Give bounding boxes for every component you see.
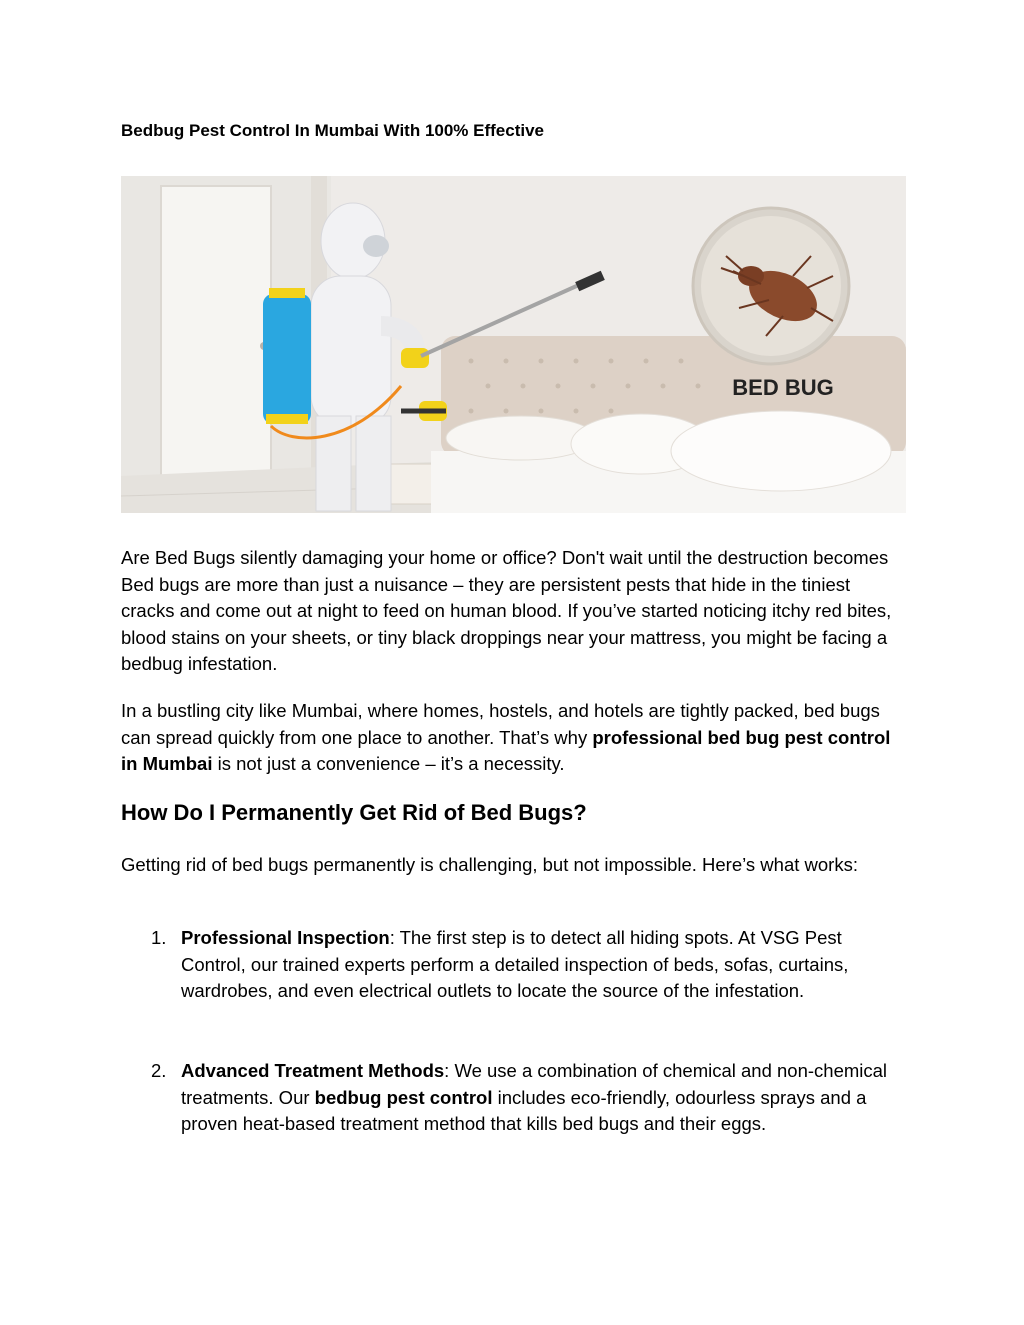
list-item-bold: Professional Inspection — [181, 927, 390, 948]
hero-image — [121, 176, 906, 513]
section-heading: How Do I Permanently Get Rid of Bed Bugs? — [121, 800, 587, 825]
list-item-text — [181, 925, 906, 1005]
list-item-bold-inline: bedbug pest control — [314, 1086, 493, 1108]
p2-text-end: is not just a convenience – it’s a necessity. — [212, 753, 565, 774]
p2-text-start: In a bustling city like Mumbai, where homes, hostels, and hotels are tightly packed, bed bugs can spread quickly from one place to another. That’s why — [121, 700, 880, 748]
intro-paragraph-1: Are Bed Bugs silently damaging your home or office? Don't wait until the destruction becomes Bed bugs are more than just a nuisance – they are persistent pests that hide in the tiniest cracks and come out at night to feed on human blood. If you’ve started noticing itchy red bites, blood stains on your sheets, or tiny black droppings near your mattress, you might be facing a bedbug infestation. — [121, 547, 892, 674]
list-item-body: : The first step is to detect all hiding spots. At VSG Pest Control, our trained experts perform a detailed inspection of beds, sofas, curtains, wardrobes, and even electrical outlets to locate the source of the infestation. — [181, 927, 849, 1001]
list-number: 1. — [151, 927, 167, 948]
bed-bug-badge-label: BED BUG — [732, 375, 834, 400]
list-item-text — [181, 1058, 906, 1138]
section-lead-paragraph: Getting rid of bed bugs permanently is challenging, but not impossible. Here’s what works: — [121, 854, 858, 875]
list-item-body: : We use a combination of chemical and non-chemical treatments. Our — [181, 1060, 888, 1108]
intro-paragraph-2 — [121, 698, 906, 778]
list-item-body-end: includes eco-friendly, odourless sprays and a proven heat-based treatment method that kills bed bugs and their eggs. — [181, 1086, 867, 1134]
document-title: Bedbug Pest Control In Mumbai With 100% Effective — [121, 121, 545, 140]
list-number: 2. — [151, 1060, 167, 1081]
list-item-bold: Advanced Treatment Methods — [181, 1060, 445, 1081]
p2-bold-phrase: professional bed bug pest control in Mumbai — [121, 726, 891, 774]
